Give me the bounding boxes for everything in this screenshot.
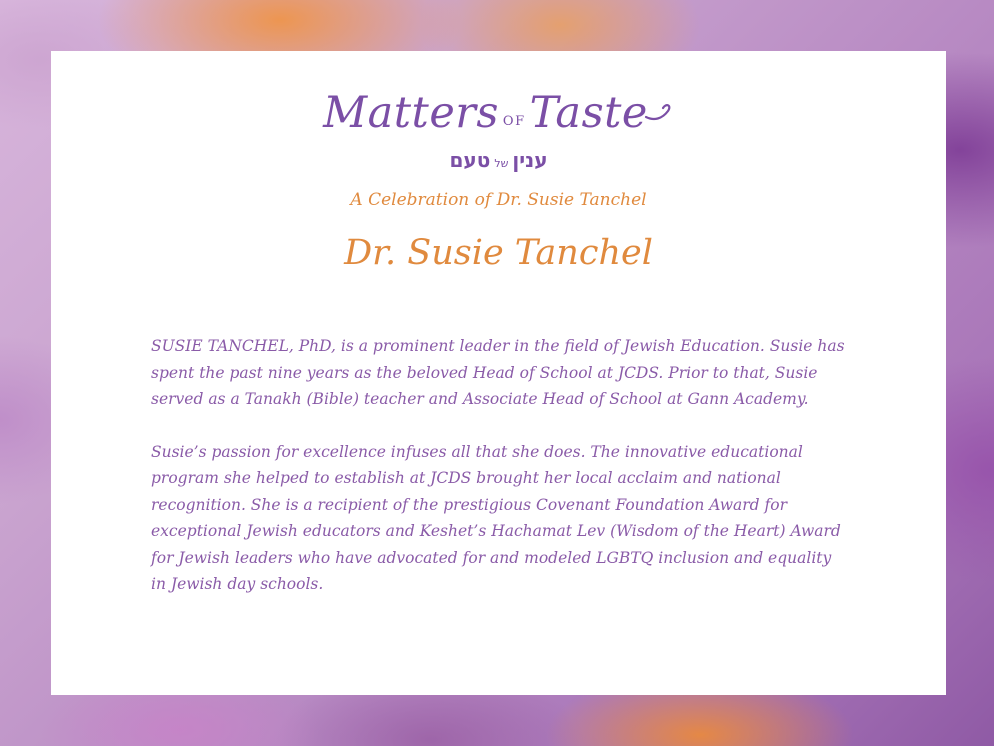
logo-word-of: OF (502, 114, 526, 129)
content-card (51, 51, 946, 695)
logo-word-taste: Taste (529, 88, 648, 138)
bio-paragraph-1: SUSIE TANCHEL, PhD, is a prominent leader in the field of Jewish Education. Susie has spent the past nine years as the beloved Head of School at JCDS. Prior to that, Susie served as a Tanakh (Bible) teacher and Associate Head of School at Gann Academy. (151, 337, 845, 408)
logo-word-matters: Matters (323, 88, 499, 138)
logo-hebrew-word-1: ענין (512, 148, 548, 172)
bio-text (151, 333, 851, 624)
bio-paragraph-2: Susie’s passion for excellence infuses all that she does. The innovative educational program she helped to establish at JCDS brought her local acclaim and national recognition. She is a recipient of the prestigious Covenant Foundation Award for exceptional Jewish educators and Keshet’s Hachamat Lev (Wisdom of the Heart) Award for Jewish leaders who have advocated for and modeled LGBTQ inclusion and equality in Jewish day schools. (151, 442, 841, 593)
honoree-name: Dr. Susie Tanchel (344, 233, 653, 273)
logo-hebrew-word-2: טעם (449, 148, 491, 172)
logo-hebrew-small: של (494, 157, 509, 170)
logo-wordmark (51, 89, 946, 146)
matters-of-taste-logo (51, 89, 946, 176)
logo-hebrew (51, 148, 946, 176)
event-subtitle: A Celebration of Dr. Susie Tanchel (350, 190, 647, 210)
logo-swash-icon (644, 101, 674, 123)
